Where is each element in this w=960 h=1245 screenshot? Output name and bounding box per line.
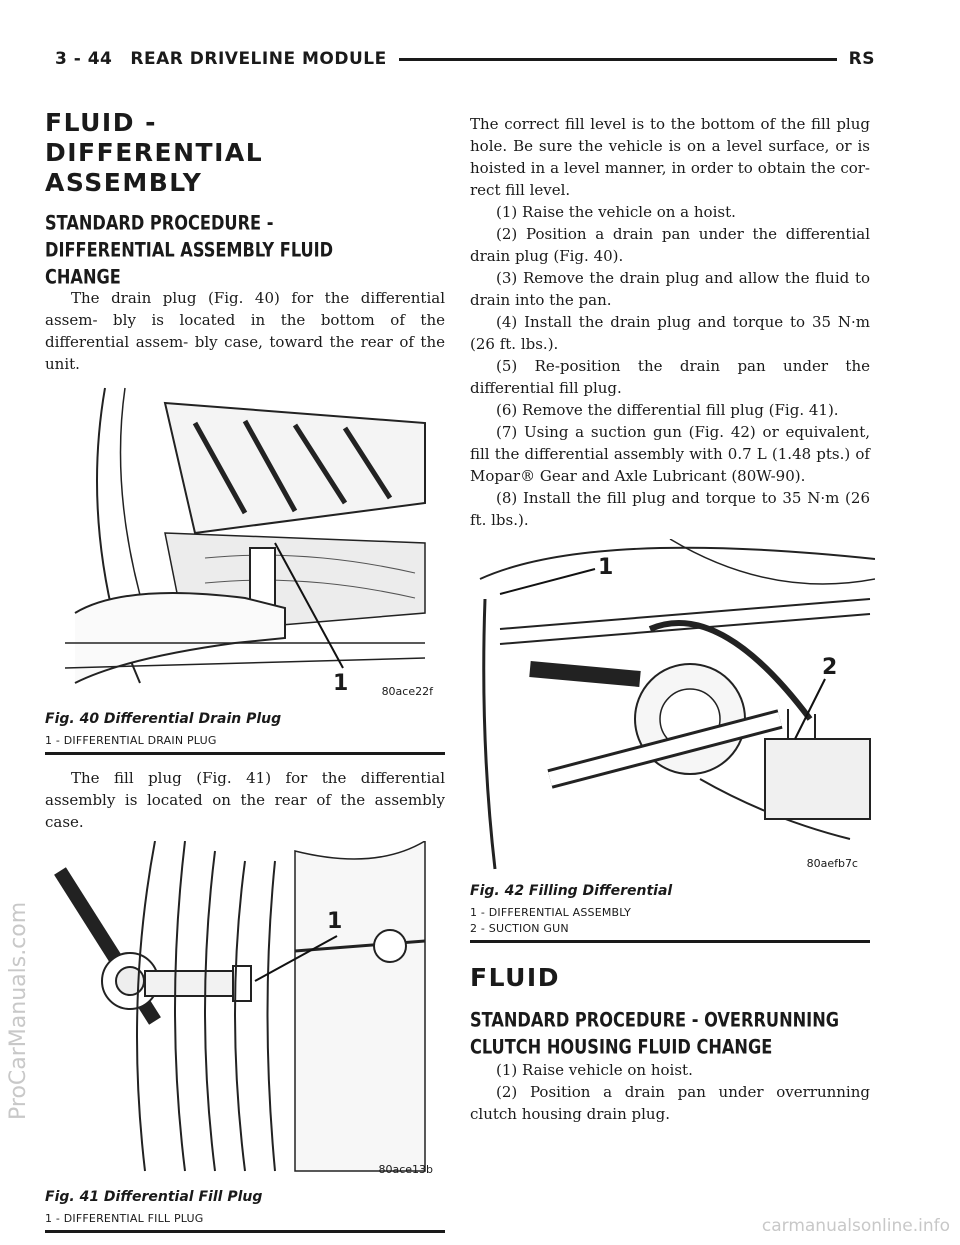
fig42-legend-item-1: 1 - DIFFERENTIAL ASSEMBLY xyxy=(470,906,632,919)
right-column xyxy=(470,113,870,1125)
fig40-code: 80ace22f xyxy=(381,685,433,698)
fill-plug-paragraph: The fill plug (Fig. 41) for the differential assembly is located on the rear of the assembly case. xyxy=(45,769,445,831)
procedure-step: (5) Re-position the drain pan under the differential fill plug. xyxy=(470,357,870,397)
section-title-fluid: FLUID xyxy=(470,963,560,992)
procedure-step: (1) Raise the vehicle on a hoist. xyxy=(496,203,736,221)
fig41-caption: Fig. 41 Differential Fill Plug xyxy=(45,1189,263,1205)
fig42-caption: Fig. 42 Filling Differential xyxy=(470,883,673,899)
procedure-step: (3) Remove the drain plug and allow the fluid to drain into the pan. xyxy=(470,269,870,309)
drain-plug-paragraph: The drain plug (Fig. 40) for the differential assem- bly is located in the bottom of the differential assem- bly case, toward the rear of the unit. xyxy=(45,289,445,373)
fig42-legend-item-2: 2 - SUCTION GUN xyxy=(470,922,569,935)
fig42-callout-2: 2 xyxy=(822,655,838,680)
subsection-title-differential: STANDARD PROCEDURE - DIFFERENTIAL ASSEMBLY FLUID CHANGE xyxy=(45,212,334,289)
filling-differential-illustration xyxy=(470,539,875,877)
left-column xyxy=(45,108,445,1245)
fig40-caption: Fig. 40 Differential Drain Plug xyxy=(45,711,282,727)
fig41-callout: 1 xyxy=(327,909,343,934)
fig41-legend-item: 1 - DIFFERENTIAL FILL PLUG xyxy=(45,1212,204,1225)
drain-plug-illustration xyxy=(45,383,445,705)
fill-level-paragraph: The correct fill level is to the bottom of the fill plug hole. Be sure the vehicle is on a level surface, or is hoisted in a level manner, in order to obtain the cor- rect fill level. xyxy=(470,115,870,199)
page-header xyxy=(55,48,875,70)
fig42-callout-1: 1 xyxy=(598,555,614,580)
page-number: 3 - 44 xyxy=(55,49,113,69)
figure-40 xyxy=(45,383,445,705)
procedure-step: (8) Install the fill plug and torque to 35 N·m (26 ft. lbs.). xyxy=(470,489,870,529)
fill-plug-illustration xyxy=(45,841,445,1183)
fig40-callout: 1 xyxy=(333,671,349,696)
procedure-step: (2) Position a drain pan under overrunning clutch housing drain plug. xyxy=(470,1083,870,1123)
figure-rule xyxy=(45,1230,445,1233)
footer-watermark: carmanualsonline.info xyxy=(761,1216,950,1236)
subsection-title-overrunning: STANDARD PROCEDURE - OVERRUNNING CLUTCH HOUSING FLUID CHANGE xyxy=(470,1009,840,1059)
figure-41 xyxy=(45,841,445,1183)
figure-rule xyxy=(470,940,870,943)
procedure-step: (4) Install the drain plug and torque to 35 N·m (26 ft. lbs.). xyxy=(470,313,870,353)
fig40-legend-item: 1 - DIFFERENTIAL DRAIN PLUG xyxy=(45,734,217,747)
chapter-title: REAR DRIVELINE MODULE xyxy=(130,49,387,69)
side-watermark: ProCarManuals.com xyxy=(6,901,31,1120)
procedure-step: (2) Position a drain pan under the differential drain plug (Fig. 40). xyxy=(470,225,870,265)
header-rule xyxy=(399,58,837,61)
fig42-code: 80aefb7c xyxy=(806,857,858,870)
figure-rule xyxy=(45,752,445,755)
procedure-step: (1) Raise vehicle on hoist. xyxy=(496,1061,693,1079)
procedure-step: (7) Using a suction gun (Fig. 42) or equivalent, fill the differential assembly with 0.7 L (1.48 pts.) of Mopar® Gear and Axle Lubricant (80W-90). xyxy=(470,423,870,485)
model-code: RS xyxy=(848,49,875,69)
fig41-code: 80ace13b xyxy=(378,1163,433,1176)
section-title-differential: FLUID - DIFFERENTIAL ASSEMBLY xyxy=(45,108,264,197)
figure-42 xyxy=(470,539,870,877)
procedure-step: (6) Remove the differential fill plug (Fig. 41). xyxy=(496,401,839,419)
